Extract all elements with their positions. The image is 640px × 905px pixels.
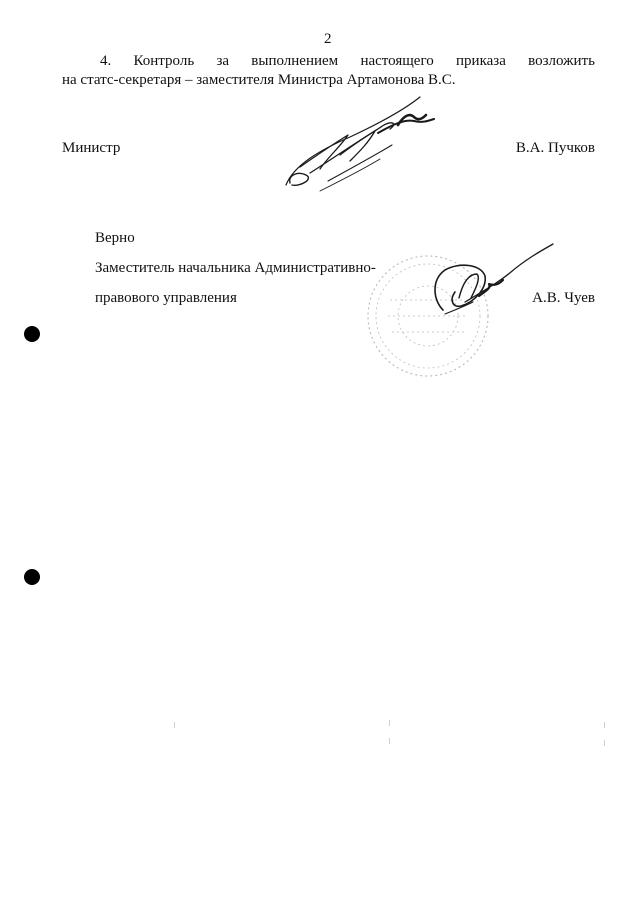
punch-hole-bottom	[24, 569, 40, 585]
page-number: 2	[324, 31, 332, 47]
verno-label: Верно	[95, 230, 135, 246]
scan-speck	[604, 722, 605, 728]
paragraph-word: приказа	[456, 53, 506, 69]
paragraph-word: за	[216, 53, 230, 69]
minister-name: В.А. Пучков	[515, 140, 595, 156]
certifier-signature	[425, 240, 555, 320]
paragraph-word: Контроль	[133, 53, 195, 69]
paragraph-word: выполнением	[251, 53, 339, 69]
scan-speck	[174, 722, 175, 728]
scan-speck	[389, 738, 390, 744]
paragraph-word: настоящего	[360, 53, 434, 69]
position-line-2: правового управления	[95, 290, 237, 306]
scan-speck	[604, 740, 605, 746]
paragraph-line-2: на статс-секретаря – заместителя Министра Артамонова В.С.	[62, 72, 456, 88]
paragraph-word: возложить	[528, 53, 595, 69]
certifier-name: А.В. Чуев	[532, 290, 595, 306]
position-line-1: Заместитель начальника Административно-	[95, 260, 376, 276]
minister-title: Министр	[62, 140, 121, 156]
scan-speck	[389, 720, 390, 726]
minister-signature	[280, 95, 440, 195]
punch-hole-top	[24, 326, 40, 342]
paragraph-number: 4.	[100, 53, 112, 69]
paragraph-line-1	[62, 52, 595, 70]
